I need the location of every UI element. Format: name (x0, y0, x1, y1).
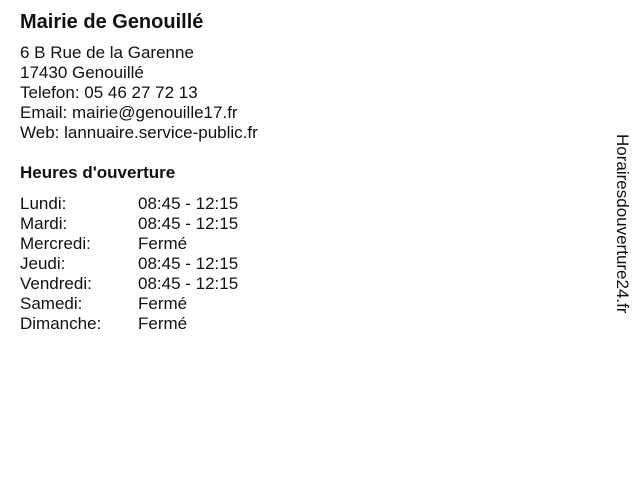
day-label: Samedi: (20, 294, 83, 313)
time-value: 08:45 - 12:15 (138, 194, 239, 213)
time-value: Fermé (138, 294, 188, 313)
time-value: 08:45 - 12:15 (138, 254, 239, 273)
web-line: Web: lannuaire.service-public.fr (20, 123, 258, 142)
postal-city: 17430 Genouillé (20, 63, 144, 82)
opening-hours-heading: Heures d'ouverture (20, 163, 176, 182)
page-title: Mairie de Genouillé (20, 11, 204, 33)
time-value: Fermé (138, 314, 188, 333)
hours-row-sunday (20, 314, 238, 334)
hours-row-friday (20, 274, 238, 294)
hours-row-monday (20, 194, 238, 214)
time-value: 08:45 - 12:15 (138, 214, 239, 233)
hours-row-wednesday (20, 234, 238, 254)
time-value: Fermé (138, 234, 188, 253)
email-line: Email: mairie@genouille17.fr (20, 103, 238, 122)
day-label: Mercredi: (20, 234, 91, 253)
day-label: Mardi: (20, 214, 68, 233)
opening-hours-list (20, 194, 238, 334)
street-address: 6 B Rue de la Garenne (20, 43, 194, 62)
hours-row-saturday (20, 294, 238, 314)
day-label: Lundi: (20, 194, 67, 213)
hours-row-thursday (20, 254, 238, 274)
time-value: 08:45 - 12:15 (138, 274, 239, 293)
day-label: Jeudi: (20, 254, 66, 273)
address-block (20, 43, 258, 143)
day-label: Dimanche: (20, 314, 102, 333)
phone-line: Telefon: 05 46 27 72 13 (20, 83, 198, 102)
day-label: Vendredi: (20, 274, 92, 293)
site-watermark: Horairesdouverture24.fr (613, 134, 632, 314)
hours-row-tuesday (20, 214, 238, 234)
